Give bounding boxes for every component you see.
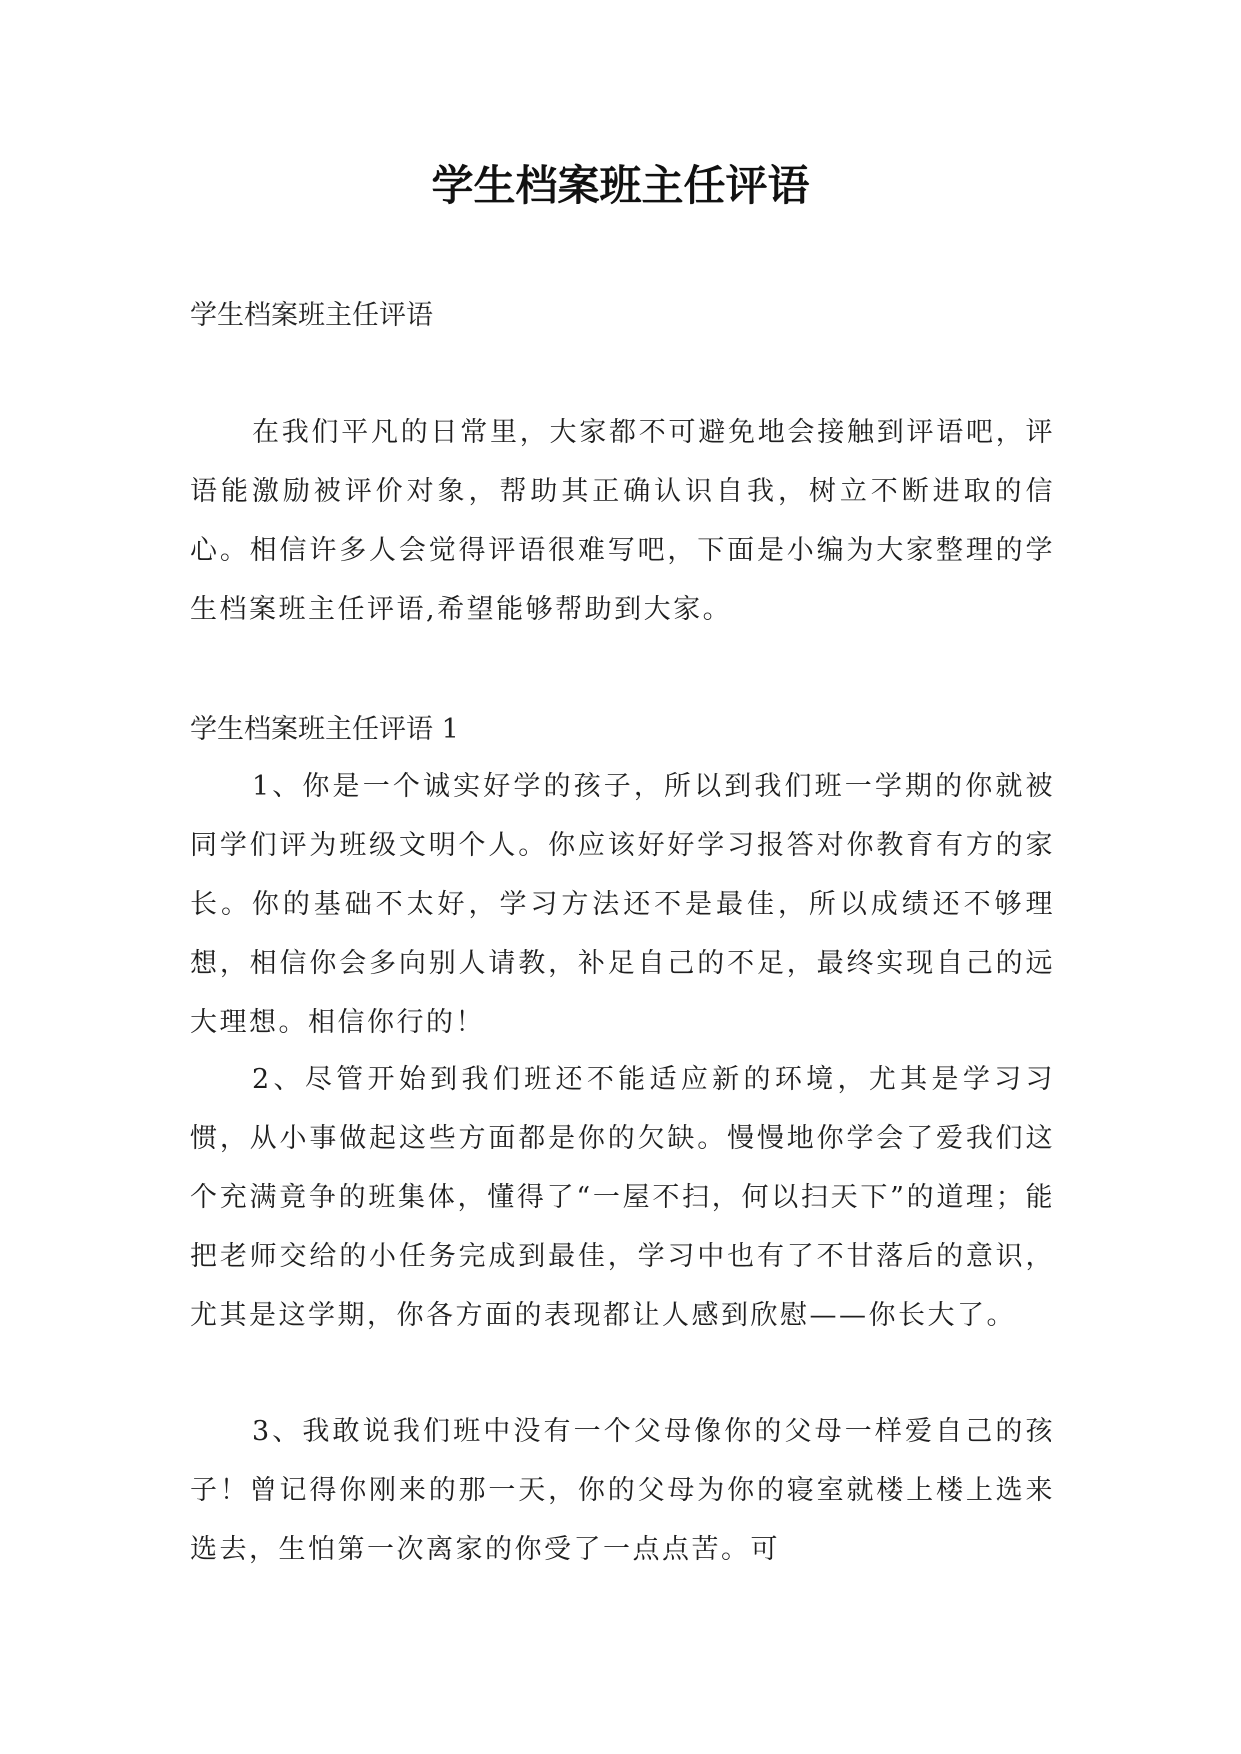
comment-item-1: 1、你是一个诚实好学的孩子，所以到我们班一学期的你就被同学们评为班级文明个人。你应该好好学习报答对你教育有方的家长。你的基础不太好，学习方法还不是最佳，所以成绩还不够理想，相信你会多向别人请教，补足自己的不足，最终实现自己的远大理想。相信你行的！ <box>190 771 1055 1038</box>
document-title: 学生档案班主任评语 <box>431 161 810 210</box>
comment-item-3: 3、我敢说我们班中没有一个父母像你的父母一样爱自己的孩子！曾记得你刚来的那一天，你的父母为你的寝室就楼上楼上选来选去，生怕第一次离家的你受了一点点苦。可 <box>190 1416 1055 1565</box>
intro-paragraph: 在我们平凡的日常里，大家都不可避免地会接触到评语吧，评语能激励被评价对象，帮助其正确认识自我，树立不断进取的信心。相信许多人会觉得评语很难写吧，下面是小编为大家整理的学生档案班主任评语,希望能够帮助到大家。 <box>190 417 1055 625</box>
document-subtitle: 学生档案班主任评语 <box>190 300 433 331</box>
comment-item-2: 2、尽管开始到我们班还不能适应新的环境，尤其是学习习惯，从小事做起这些方面都是你的欠缺。慢慢地你学会了爱我们这个充满竟争的班集体，懂得了“一屋不扫，何以扫天下”的道理；能把老师交给的小任务完成到最佳，学习中也有了不甘落后的意识，尤其是这学期，你各方面的表现都让人感到欣慰——你长大了。 <box>190 1064 1055 1331</box>
section-heading: 学生档案班主任评语 1 <box>190 714 459 745</box>
